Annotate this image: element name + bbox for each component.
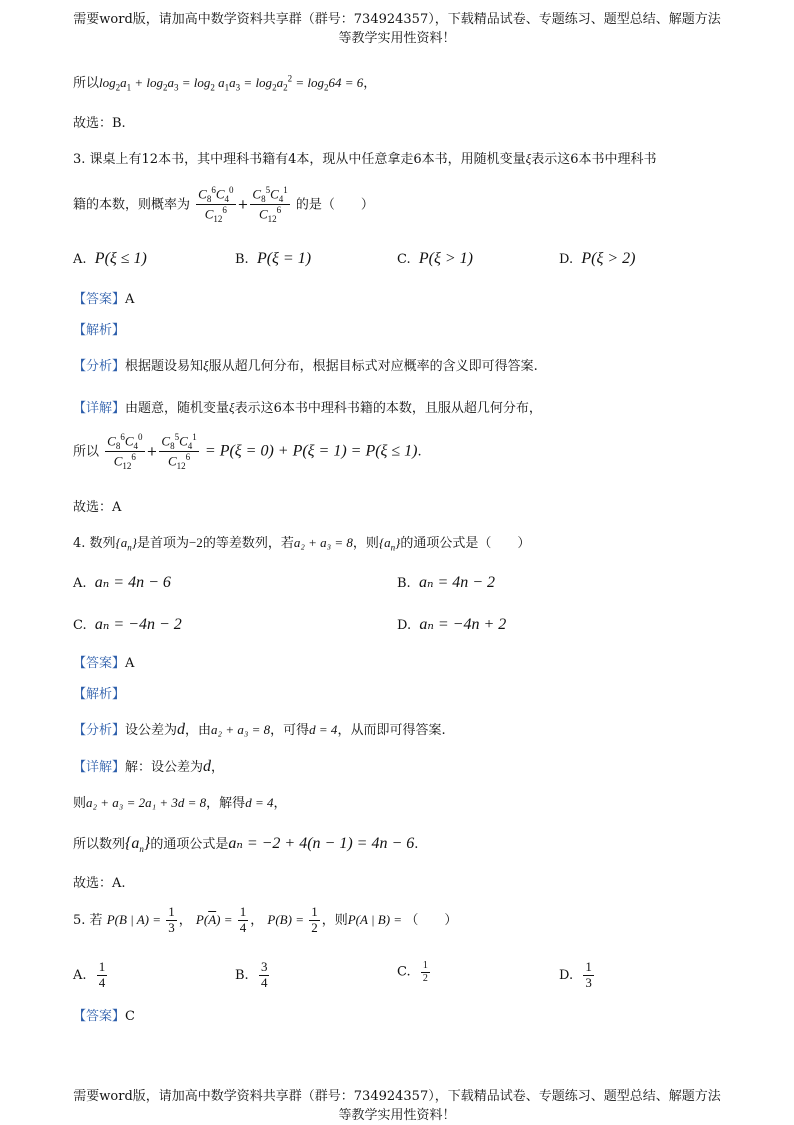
option-expr: P(ξ = 1) [256,250,312,267]
line-text: 所以数列 [73,837,126,852]
fraction-num: 1 [98,959,106,974]
option-fraction [583,960,594,991]
q3-calc-fraction-2: $\frac{C_8^5C_4^1}{C_{12}^6}$ [161,432,197,472]
q5-cond-1: P(B | A) = [106,911,165,927]
option-expr: P(ξ > 1) [418,250,473,267]
header-line-2: 等教学实用性资料！ [338,31,456,46]
q4-line-b [73,833,418,854]
q5-stem-post: ，则 [321,912,348,928]
option-letter: D. [397,618,412,633]
option-letter: D. [559,967,574,983]
q3-stem-line2: 籍的本数，则概率为 $\frac{C_8^6C_4^0}{C_{12}^6}$ + $\frac{C_8^5C_4^1}{C_{12}^6}$ 的是（ ） [73,185,374,225]
option-fraction [97,960,108,991]
line-equation: a₂ + a₃ = 2a₁ + 3d = 8 [86,795,207,810]
answer-tag: 【答案】 [73,656,126,671]
option-expr: aₙ = −4n + 2 [419,616,507,633]
answer-value: A [125,656,135,671]
prev-calc-prefix: 所以 [73,76,100,91]
line-text: 则 [73,796,87,811]
q4-stem-pre: 4. 数列 [73,536,116,551]
q3-option-d [559,250,635,268]
d-symbol: d [177,721,186,738]
q5-frac-1-4: $\frac{1}{4}$ [239,904,247,935]
q4-analysis-tag: 【解析】 [73,687,126,702]
q5-option-b [235,960,271,991]
fenxi-pre: 根据题设易知 [125,359,204,374]
fenxi-d: d = 4 [309,722,338,737]
detail-text: 解：设公差为 [125,760,204,775]
q3-detail [73,397,542,416]
q5-stem-pre: 5. 若 [73,912,103,928]
calc-prefix: 所以 [73,444,100,460]
q5-target: P(A | B) = [347,911,406,927]
q4-option-c [73,614,182,634]
prev-calc-line [73,72,376,93]
prev-calc-suffix: ， [363,76,377,91]
option-letter: A. [73,252,87,267]
header-line-1: 需要word版，请加高中数学资料共享群（群号：734924357），下载精品试卷、专题练习、题型总结、解题方法 [73,12,721,27]
detail-tag: 【详解】 [73,401,126,416]
q3-stem-prefix: 籍的本数，则概率为 [73,197,191,213]
fraction-den: 4 [260,974,268,990]
prev-calc-expr: $\log_2a_1 + \log_2a_3 = \log_2 a_1a_3 = \log_2a_2^2 = \log_264 = 6$ [99,73,364,93]
fraction-num: 1 [422,960,428,971]
fenxi-text: 设公差为 [125,723,178,738]
q5-stem-end: （ ） [405,912,458,928]
q3-stem-suffix: 的是（ ） [295,197,374,213]
q5-option-c [397,960,432,984]
option-expr: aₙ = 4n − 2 [418,574,496,591]
prev-choice: 故选：B. [73,116,126,131]
q5-option-d [559,960,596,991]
q4-stem-mid1: 是首项为 [136,536,189,551]
footer-line-1: 需要word版，请加高中数学资料共享群（群号：734924357），下载精品试卷、专题练习、题型总结、解题方法 [73,1089,721,1104]
fenxi-tag: 【分析】 [73,359,126,374]
q3-fenxi [73,355,538,374]
q3-stem-tail: 表示这6本书中理科书 [531,152,657,167]
option-expr: aₙ = −4n − 2 [94,616,182,633]
fenxi-cond: a₂ + a₃ = 8 [211,722,271,737]
q5-cond-2: $P(\overline{A})$ = [195,911,236,927]
q3-fraction-2: $\frac{C_8^5C_4^1}{C_{12}^6}$ [252,185,288,225]
detail-pre: 由题意，随机变量 [125,401,230,416]
fenxi-text: ，由 [185,723,212,738]
fraction-den: 4 [98,974,106,990]
option-letter: B. [397,576,411,591]
option-letter: C. [73,618,87,633]
page-footer [0,1087,794,1125]
q3-analysis-tag: 【解析】 [73,323,126,338]
q4-option-a [73,572,171,592]
q5-answer [73,1005,135,1024]
xi-symbol: ξ [229,400,235,415]
option-letter: D. [559,252,574,267]
q5-frac-1-2: $\frac{1}{2}$ [311,904,318,935]
detail-end: ， [211,760,225,775]
option-fraction [259,960,270,991]
detail-post: 表示这6本书中理科书籍的本数，且服从超几何分布， [234,401,542,416]
fenxi-post: 服从超几何分布，根据目标式对应概率的含义即可得答案. [208,359,538,374]
calc-equation: = P(ξ = 0) + P(ξ = 1) = P(ξ ≤ 1) [204,442,418,460]
option-expr: P(ξ > 2) [581,250,636,267]
q4-choice: 故选：A. [73,876,126,891]
option-expr: P(ξ ≤ 1) [94,250,147,267]
answer-value: C [125,1009,135,1024]
fenxi-text: ，可得 [270,723,310,738]
answer-tag: 【答案】 [73,1009,126,1024]
page-header [0,10,794,48]
q3-option-a [73,250,147,268]
option-fraction [421,960,430,984]
q3-answer [73,288,134,307]
option-letter: A. [73,967,87,983]
xi-symbol: ξ [203,358,209,373]
line-text: 的通项公式是 [150,837,229,852]
q4-stem-mid3: ，则 [352,536,379,551]
footer-line-2: 等教学实用性资料！ [338,1108,456,1123]
seq-symbol: $\{a_n\}$ [125,835,151,855]
q4-line-a [73,792,286,811]
q3-calc-fraction-1: $\frac{C_8^6C_4^0}{C_{12}^6}$ [107,432,143,472]
q4-condition: a₂ + a₃ = 8 [293,535,353,550]
q3-option-b [235,250,311,268]
line-text: . [414,837,419,852]
line-text: ， [273,796,287,811]
q4-option-b [397,572,495,592]
option-expr: aₙ = 4n − 6 [94,574,171,591]
line-equation: aₙ = −2 + 4(n − 1) = 4n − 6 [228,835,415,852]
option-letter: C. [397,252,411,267]
q5-option-a [73,960,109,991]
option-letter: A. [73,576,87,591]
q3-fraction-1: $\frac{C_8^6C_4^0}{C_{12}^6}$ [198,185,234,225]
q4-detail [73,756,224,776]
option-letter: B. [235,967,249,983]
line-text: ，解得 [206,796,246,811]
seq-symbol: $\{a_n\}$ [115,535,137,553]
fenxi-text: ，从而即可得答案. [337,723,446,738]
option-letter: B. [235,252,249,267]
q3-option-c [397,250,473,268]
answer-tag: 【答案】 [73,292,126,307]
q3-calc-line: 所以 $\frac{C_8^6C_4^0}{C_{12}^6}$ + $\frac{C_8^5C_4^1}{C_{12}^6}$ = P(ξ = 0) + P(ξ = 1) = P(ξ ≤ 1). [73,432,422,472]
fraction-den: 2 [422,972,428,984]
q3-stem-line1 [73,148,656,167]
q4-first-term: −2 [188,535,203,550]
q3-stem-text: 3. 课桌上有12本书，其中理科书籍有4本，现从中任意拿走6本书，用随机变量 [73,152,526,167]
fraction-num: 1 [585,959,592,974]
q5-stem: 5. 若 P(B | A) = $\frac{1}{3}$ ， $P(\overline{A})$ = $\frac{1}{4}$ ， P(B) = $\frac{1}{2}$ ，则P(A | B) = （ ） [73,904,458,935]
q4-answer [73,652,134,671]
q4-stem [73,532,530,553]
q4-fenxi [73,719,446,739]
calc-suffix: . [417,444,422,460]
fraction-num: 3 [260,959,268,974]
seq-symbol: $\{a_n\}$ [378,535,401,553]
fraction-den: 3 [585,974,592,990]
answer-value: A [125,292,135,307]
d-symbol: d [203,758,212,775]
q4-stem-mid2: 的等差数列，若 [202,536,294,551]
fenxi-tag: 【分析】 [73,723,126,738]
q5-cond-3: P(B) = [267,911,308,927]
q4-option-d [397,614,506,634]
q3-choice: 故选：A [73,500,122,515]
q4-stem-post: 的通项公式是（ ） [400,536,531,551]
xi-symbol: ξ [525,151,532,166]
q5-frac-1-3: $\frac{1}{3}$ [168,904,175,935]
detail-tag: 【详解】 [73,760,126,775]
line-d: d = 4 [245,795,274,810]
option-letter: C. [397,964,411,980]
